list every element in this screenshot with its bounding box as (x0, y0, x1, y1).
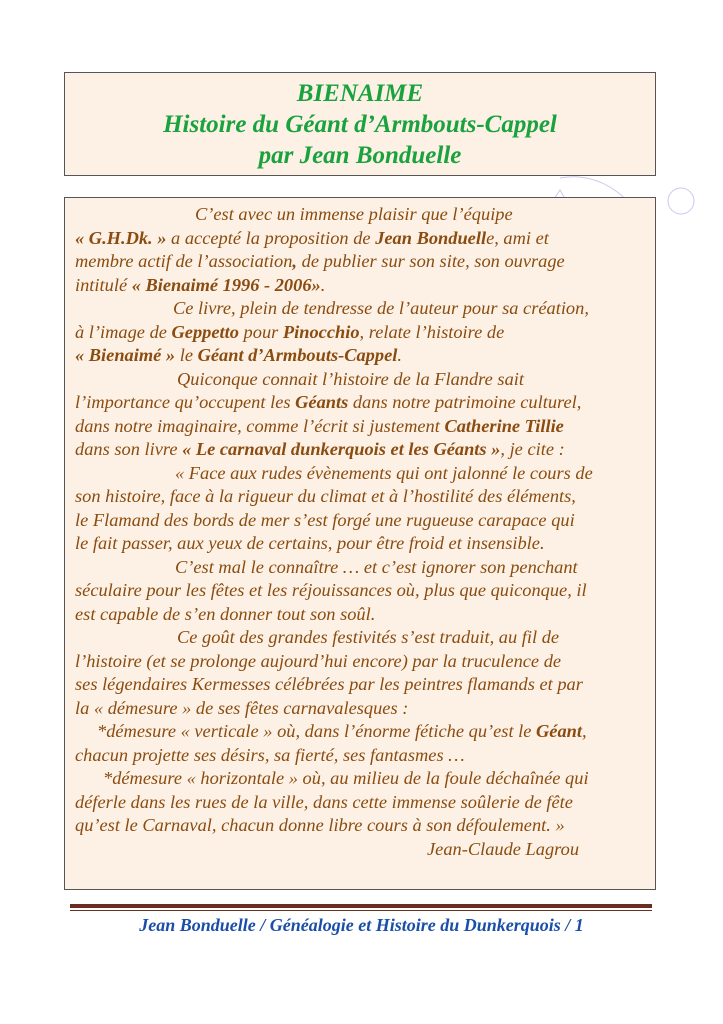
emphasis: Géant d’Armbouts-Cappel (197, 345, 398, 365)
text-line: Quiconque connait l’histoire de la Flandre sait (177, 368, 524, 389)
text-line: Ce goût des grandes festivités s’est traduit, au fil de (177, 627, 560, 647)
text-line: « G.H.Dk. » a accepté la proposition de Jean Bonduelle, ami et (75, 227, 549, 248)
title-author: par Jean Bonduelle (258, 141, 462, 169)
text-line: l’importance qu’occupent les Géants dans notre patrimoine culturel, (75, 392, 582, 412)
emphasis: « Bienaimé 1996 - 2006» (131, 274, 321, 295)
text-line: *démesure « horizontale » où, au milieu de la foule déchaînée qui (103, 768, 589, 788)
text-line: membre actif de l’association, de publier sur son site, son ouvrage (75, 251, 565, 271)
text-line: chacun projette ses désirs, sa fierté, ses fantasmes … (75, 744, 465, 765)
title-main: BIENAIME (296, 79, 424, 107)
emphasis: Catherine Tillie (444, 415, 564, 436)
text-line: son histoire, face à la rigueur du climat et à l’hostilité des éléments, (75, 486, 576, 506)
text-line: à l’image de Geppetto pour Pinocchio, relate l’histoire de (75, 321, 505, 342)
text-line: *démesure « verticale » où, dans l’énorme fétiche qu’est le Géant, (97, 721, 587, 741)
text-line: déferle dans les rues de la ville, dans cette immense soûlerie de fête (75, 791, 573, 812)
emphasis: Géant (536, 721, 583, 741)
text-line: C’est avec un immense plaisir que l’équipe (195, 204, 513, 224)
body-text (75, 203, 655, 861)
text-line: ses légendaires Kermesses célébrées par les peintres flamands et par (75, 674, 583, 694)
text-line: « Bienaimé » le Géant d’Armbouts-Cappel. (75, 345, 402, 365)
text-line: l’histoire (et se prolonge aujourd’hui encore) par la truculence de (75, 650, 562, 671)
text-line: C’est mal le connaître … et c’est ignorer son penchant (175, 556, 578, 577)
text-line: Ce livre, plein de tendresse de l’auteur pour sa création, (173, 298, 589, 318)
text-line: séculaire pour les fêtes et les réjouissances où, plus que quiconque, il (75, 580, 587, 600)
text-line: dans notre imaginaire, comme l’écrit si justement Catherine Tillie (75, 415, 564, 436)
emphasis: « Bienaimé » (75, 345, 176, 365)
text-line: qu’est le Carnaval, chacun donne libre cours à son défoulement. » (75, 815, 565, 835)
footer-divider-thin (70, 910, 652, 911)
text-line: dans son livre « Le carnaval dunkerquois et les Géants », je cite : (75, 439, 565, 459)
text-line: le Flamand des bords de mer s’est forgé une rugueuse carapace qui (75, 509, 575, 530)
text-line: la « démesure » de ses fêtes carnavalesques : (75, 697, 409, 718)
emphasis: « Le carnaval dunkerquois et les Géants » (182, 439, 501, 459)
emphasis: « G.H.Dk. » (75, 227, 167, 248)
title-box (64, 72, 656, 176)
footer-divider (70, 904, 652, 908)
emphasis: Géants (295, 392, 349, 412)
emphasis: Pinocchio (282, 321, 360, 342)
signature: Jean-Claude Lagrou (427, 838, 580, 859)
emphasis: Geppetto (171, 321, 239, 342)
page-footer: Jean Bonduelle / Généalogie et Histoire du Dunkerquois / 1 (139, 915, 584, 935)
emphasis: Jean Bonduell (375, 227, 487, 248)
text-line: « Face aux rudes évènements qui ont jalonné le cours de (175, 462, 593, 483)
body-box (64, 197, 656, 890)
text-line: le fait passer, aux yeux de certains, pour être froid et insensible. (75, 533, 545, 553)
text-line: intitulé « Bienaimé 1996 - 2006». (75, 274, 326, 295)
text-line: est capable de s’en donner tout son soûl. (75, 603, 376, 624)
title-subtitle: Histoire du Géant d’Armbouts-Cappel (163, 110, 557, 138)
